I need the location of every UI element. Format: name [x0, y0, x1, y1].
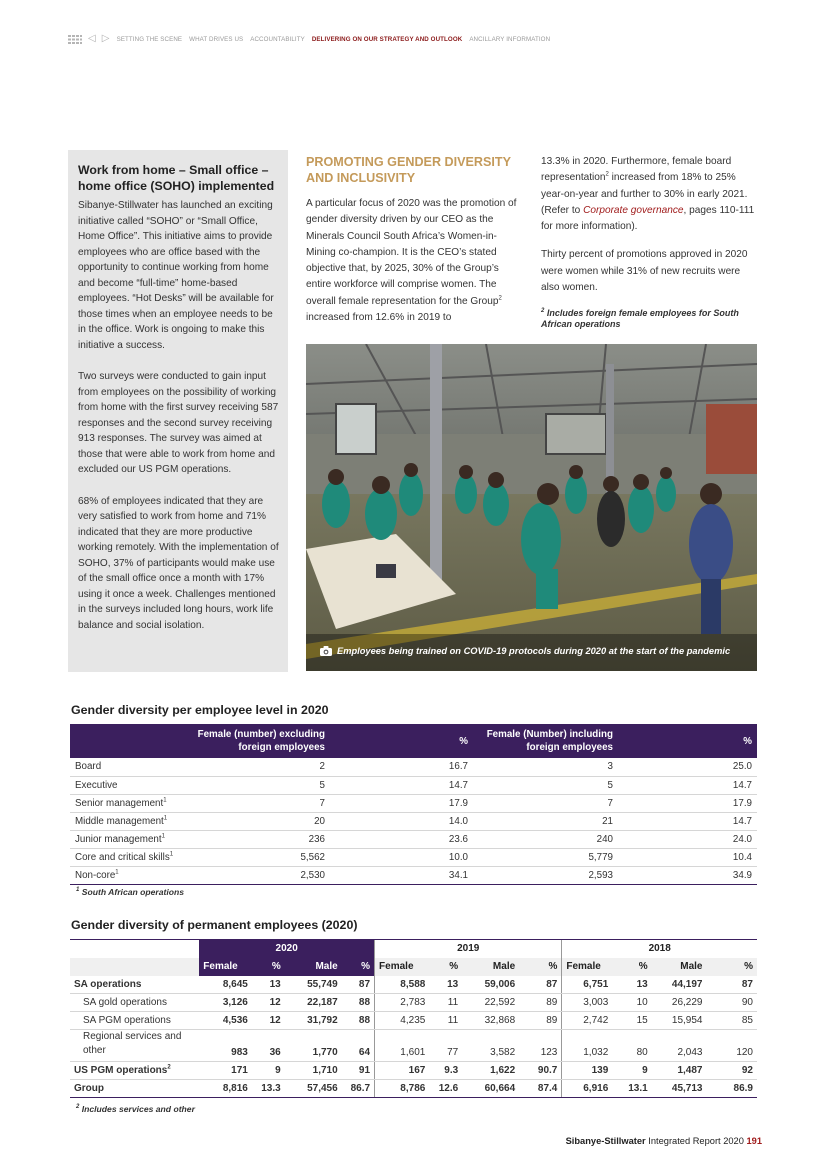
- table-cell: 123: [519, 1030, 562, 1062]
- row-label: Group: [70, 1080, 199, 1098]
- table-cell: 13.1: [612, 1080, 651, 1098]
- table-cell: 45,713: [652, 1080, 707, 1098]
- table-cell: 2,783: [375, 994, 430, 1012]
- table-cell: 4,235: [375, 1012, 430, 1030]
- sidebar-title: Work from home – Small office – home office (SOHO) implemented: [78, 163, 275, 193]
- row-label: Senior management$^1$: [70, 794, 190, 812]
- table-row: [70, 1012, 757, 1030]
- table-cell: 9.3: [429, 1062, 462, 1080]
- table-cell: 36: [252, 1030, 285, 1062]
- table-cell: 80: [612, 1030, 651, 1062]
- table-cell: 90: [706, 994, 757, 1012]
- table-cell: 1,032: [562, 1030, 612, 1062]
- table-cell: 85: [706, 1012, 757, 1030]
- nav-accountability[interactable]: ACCOUNTABILITY: [250, 35, 305, 43]
- table-cell: 91: [342, 1062, 375, 1080]
- table-cell: 26,229: [652, 994, 707, 1012]
- table-cell: 14.0: [330, 812, 473, 830]
- soho-sidebar-box: [68, 150, 288, 672]
- subheader-cell: Male: [462, 958, 519, 976]
- table-cell: 17.9: [618, 794, 757, 812]
- table-cell: 25.0: [618, 758, 757, 776]
- year-2020-header: 2020: [199, 940, 374, 958]
- table-cell: 5,562: [190, 848, 330, 866]
- previous-page-icon[interactable]: ◁: [88, 33, 96, 44]
- table-cell: 983: [199, 1030, 252, 1062]
- corporate-governance-link[interactable]: Corporate governance: [583, 204, 684, 216]
- table-cell: 89: [519, 994, 562, 1012]
- table-cell: 10.4: [618, 848, 757, 866]
- table-cell: 1,710: [285, 1062, 342, 1080]
- table2-title: Gender diversity of permanent employees (2020): [71, 918, 358, 932]
- subheader-cell: Female: [562, 958, 612, 976]
- nav-setting-the-scene[interactable]: SETTING THE SCENE: [116, 35, 183, 43]
- table-cell: 23.6: [330, 830, 473, 848]
- row-label: Core and critical skills$^1$: [70, 848, 190, 866]
- table-row: [70, 1062, 757, 1080]
- table-cell: 3,126: [199, 994, 252, 1012]
- table-cell: 5: [190, 776, 330, 794]
- table-cell: 31,792: [285, 1012, 342, 1030]
- table-cell: 64: [342, 1030, 375, 1062]
- row-label: SA PGM operations: [70, 1012, 199, 1030]
- table-row: [70, 866, 757, 884]
- subheader-cell: %: [342, 958, 375, 976]
- table-cell: 12: [252, 994, 285, 1012]
- nav-delivering-on-strategy[interactable]: DELIVERING ON OUR STRATEGY AND OUTLOOK: [311, 35, 463, 43]
- subheader-cell: Female: [199, 958, 252, 976]
- nav-what-drives-us[interactable]: WHAT DRIVES US: [189, 35, 244, 43]
- table-cell: 87: [706, 976, 757, 994]
- subheader-cell: Female: [375, 958, 430, 976]
- subheader-cell: Male: [652, 958, 707, 976]
- table-row: [70, 812, 757, 830]
- gender-diversity-continued: [541, 154, 761, 330]
- training-photo: [306, 344, 757, 671]
- table-cell: 15,954: [652, 1012, 707, 1030]
- table-cell: 3,003: [562, 994, 612, 1012]
- table-row: [70, 1080, 757, 1098]
- row-label: SA gold operations: [70, 994, 199, 1012]
- table-cell: 59,006: [462, 976, 519, 994]
- table-cell: 13: [612, 976, 651, 994]
- subheader-cell: %: [612, 958, 651, 976]
- table-cell: 22,592: [462, 994, 519, 1012]
- table-row: [70, 776, 757, 794]
- table-cell: 90.7: [519, 1062, 562, 1080]
- year-2019-header: 2019: [375, 940, 562, 958]
- table-cell: 87: [519, 976, 562, 994]
- table-cell: 14.7: [618, 812, 757, 830]
- table1-header-female-incl: Female (Number) including foreign employees: [473, 724, 618, 758]
- grid-menu-icon[interactable]: [68, 35, 82, 44]
- camera-icon: [320, 646, 332, 656]
- table-cell: 1,622: [462, 1062, 519, 1080]
- section-heading: PROMOTING GENDER DIVERSITY AND INCLUSIVITY: [306, 155, 511, 185]
- table-cell: 12.6: [429, 1080, 462, 1098]
- table-cell: 6,751: [562, 976, 612, 994]
- table-cell: 3,582: [462, 1030, 519, 1062]
- table-cell: 11: [429, 1012, 462, 1030]
- table2-year-row: [70, 940, 757, 958]
- table-cell: 88: [342, 994, 375, 1012]
- gender-paragraph-2: 13.3% in 2020. Furthermore, female board representation$^2$ increased from 18% to 25% year-on-year and further to 30% in early 2021. (Refer to Corporate governance, pages 110-111 for more information).: [541, 156, 755, 233]
- footer-report: Integrated Report 2020: [645, 1136, 747, 1146]
- table-cell: 1,487: [652, 1062, 707, 1080]
- nav-ancillary-information[interactable]: ANCILLARY INFORMATION: [469, 35, 551, 43]
- table-cell: 57,456: [285, 1080, 342, 1098]
- table1-header-label: [70, 724, 190, 758]
- page-number: 191: [746, 1136, 762, 1146]
- table-cell: 2,530: [190, 866, 330, 884]
- row-label: Board: [70, 758, 190, 776]
- table-cell: 60,664: [462, 1080, 519, 1098]
- table-cell: 10.0: [330, 848, 473, 866]
- training-photo-illustration: [306, 344, 757, 671]
- row-label: US PGM operations$^2$: [70, 1062, 199, 1080]
- table-cell: 3: [473, 758, 618, 776]
- table-cell: 14.7: [618, 776, 757, 794]
- table-cell: 236: [190, 830, 330, 848]
- table-cell: 16.7: [330, 758, 473, 776]
- table-cell: 2: [190, 758, 330, 776]
- table-cell: 44,197: [652, 976, 707, 994]
- table-cell: 2,742: [562, 1012, 612, 1030]
- table-cell: 5,779: [473, 848, 618, 866]
- table-cell: 167: [375, 1062, 430, 1080]
- table-cell: 1,601: [375, 1030, 430, 1062]
- table2-subheader-row: [70, 958, 757, 976]
- gender-diversity-section: [306, 154, 520, 326]
- next-page-icon[interactable]: ▷: [101, 33, 110, 44]
- row-label: Regional services and other: [70, 1030, 199, 1062]
- table-cell: 92: [706, 1062, 757, 1080]
- table-row: [70, 976, 757, 994]
- table1-header-percent-2: %: [618, 724, 757, 758]
- subheader-cell: %: [706, 958, 757, 976]
- table-cell: 13: [429, 976, 462, 994]
- table-cell: 24.0: [618, 830, 757, 848]
- table-row: [70, 1030, 757, 1062]
- subheader-cell: %: [252, 958, 285, 976]
- row-label: Executive: [70, 776, 190, 794]
- table-cell: 5: [473, 776, 618, 794]
- table-cell: 15: [612, 1012, 651, 1030]
- table-row: [70, 830, 757, 848]
- row-label: Junior management$^1$: [70, 830, 190, 848]
- gender-per-level-table: [70, 724, 757, 885]
- table-row: [70, 994, 757, 1012]
- permanent-employees-table: [70, 939, 757, 1098]
- table-cell: 88: [342, 1012, 375, 1030]
- table-cell: 171: [199, 1062, 252, 1080]
- table-cell: 77: [429, 1030, 462, 1062]
- table-row: [70, 758, 757, 776]
- table-cell: 7: [473, 794, 618, 812]
- table-row: [70, 848, 757, 866]
- table-cell: 11: [429, 994, 462, 1012]
- table-cell: 32,868: [462, 1012, 519, 1030]
- table2-footnote: $^2$ Includes services and other: [76, 1104, 195, 1114]
- table-cell: 240: [473, 830, 618, 848]
- table-cell: 17.9: [330, 794, 473, 812]
- table-cell: 14.7: [330, 776, 473, 794]
- gender-footnote: $^2$ Includes foreign female employees for South African operations: [541, 308, 739, 330]
- table-cell: 8,786: [375, 1080, 430, 1098]
- table-cell: 9: [252, 1062, 285, 1080]
- table-cell: 13.3: [252, 1080, 285, 1098]
- table-cell: 8,816: [199, 1080, 252, 1098]
- table-cell: 86.7: [342, 1080, 375, 1098]
- table1-header-percent-1: %: [330, 724, 473, 758]
- table-cell: 13: [252, 976, 285, 994]
- table-cell: 9: [612, 1062, 651, 1080]
- table-cell: 55,749: [285, 976, 342, 994]
- row-label: SA operations: [70, 976, 199, 994]
- gender-paragraph-3: Thirty percent of promotions approved in 2020 were women while 31% of new recruits were also women.: [541, 249, 748, 294]
- table-cell: 34.9: [618, 866, 757, 884]
- sidebar-paragraph-3: 68% of employees indicated that they are very satisfied to work from home and 71% indicated that they are more productive working remotely. With the implementation of SOHO, 37% of participants would make use of the small office once a month with 17% using it once a week. Challenges mentioned in the surveys included long hours, work life balance and social isolation.: [78, 495, 279, 631]
- table-row: [70, 794, 757, 812]
- table-cell: 20: [190, 812, 330, 830]
- table-cell: 87: [342, 976, 375, 994]
- table-cell: 7: [190, 794, 330, 812]
- table-cell: 4,536: [199, 1012, 252, 1030]
- table-cell: 86.9: [706, 1080, 757, 1098]
- table-cell: 21: [473, 812, 618, 830]
- table1-title: Gender diversity per employee level in 2020: [71, 703, 329, 717]
- year-2018-header: 2018: [562, 940, 757, 958]
- table-cell: 8,645: [199, 976, 252, 994]
- table-cell: 22,187: [285, 994, 342, 1012]
- row-label: Non-core$^1$: [70, 866, 190, 884]
- subheader-cell: %: [429, 958, 462, 976]
- table1-header-row: [70, 724, 757, 758]
- table-cell: 34.1: [330, 866, 473, 884]
- table-cell: 8,588: [375, 976, 430, 994]
- footer-company: Sibanye-Stillwater: [565, 1136, 646, 1146]
- top-navigation: [68, 33, 557, 45]
- table1-footnote: $^1$ South African operations: [76, 887, 185, 897]
- table-cell: 2,593: [473, 866, 618, 884]
- sidebar-paragraph-1: Sibanye-Stillwater has launched an exciting initiative called “SOHO” or “Small Office, Home Office”. This initiative aims to provide employees who are office based with the opportunity to continue working from home and become “full-time” home-based employees. “Hot Desks” will be available for those times when an employee needs to be in the office. Work is ongoing to make this initiative a success.: [78, 200, 274, 351]
- table-cell: 1,770: [285, 1030, 342, 1062]
- table-cell: 120: [706, 1030, 757, 1062]
- photo-caption: [320, 643, 730, 659]
- table-cell: 6,916: [562, 1080, 612, 1098]
- table-cell: 87.4: [519, 1080, 562, 1098]
- table1-header-female-excl: Female (number) excluding foreign employees: [190, 724, 330, 758]
- sidebar-paragraph-2: Two surveys were conducted to gain input from employees on the possibility of working from home with the first survey receiving 587 responses and the second survey receiving 913 responses. The survey was aimed at those that were able to work from home and excluded our US PGM operations.: [78, 371, 279, 475]
- table-cell: 2,043: [652, 1030, 707, 1062]
- table-cell: 10: [612, 994, 651, 1012]
- table-cell: 89: [519, 1012, 562, 1030]
- caption-text: Employees being trained on COVID-19 protocols during 2020 at the start of the pandemic: [337, 646, 731, 656]
- gender-paragraph-1: A particular focus of 2020 was the promotion of gender diversity driven by our CEO as the Minerals Council South Africa’s Women-in-Mining co-champion. It is the CEO’s stated objective that, by 2025, 30% of the Group’s entire workforce will comprise women. The overall female representation for the Group$^2$ increased from 12.6% in 2019 to: [306, 198, 517, 324]
- subheader-cell: %: [519, 958, 562, 976]
- page-footer: [566, 1136, 762, 1146]
- table-cell: 139: [562, 1062, 612, 1080]
- row-label: Middle management$^1$: [70, 812, 190, 830]
- table-cell: 12: [252, 1012, 285, 1030]
- subheader-cell: Male: [285, 958, 342, 976]
